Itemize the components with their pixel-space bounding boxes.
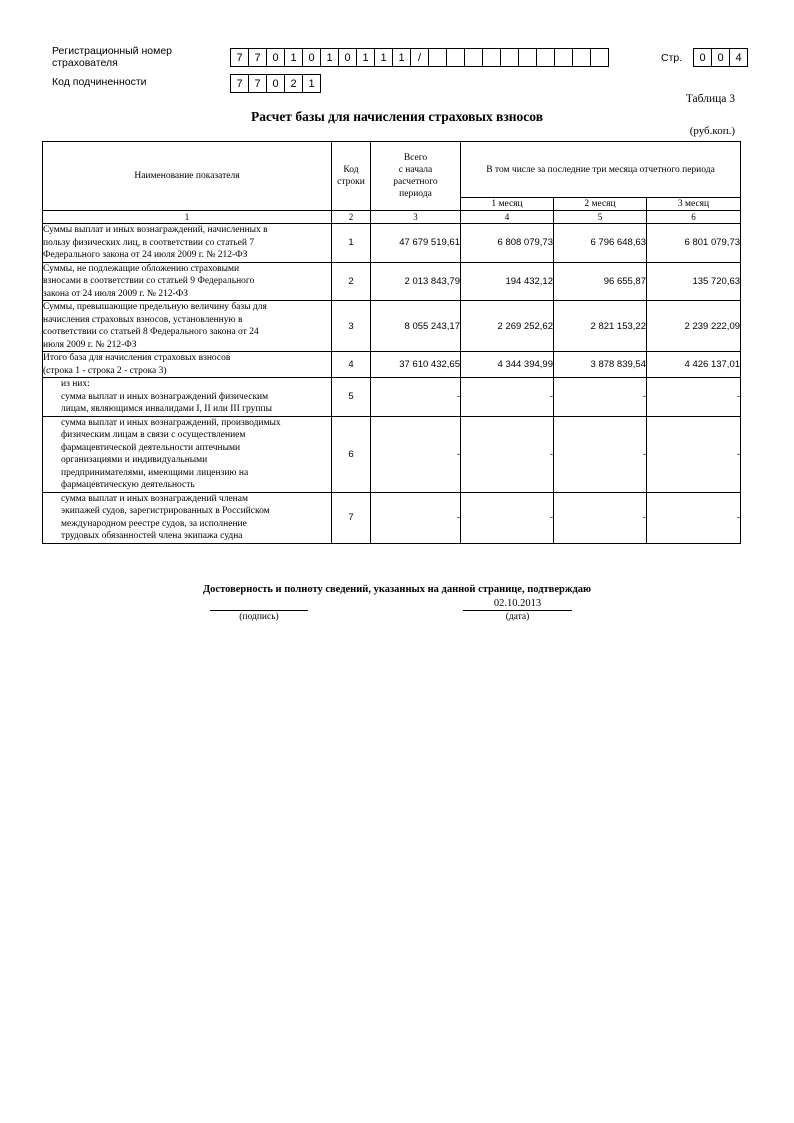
row-month-3: -: [647, 378, 741, 417]
row-month-1: 194 432,12: [461, 262, 554, 301]
column-header-month-3: 3 месяц: [647, 198, 741, 211]
row-month-3: -: [647, 492, 741, 543]
reg-number-cell: [554, 48, 573, 67]
table-row: [43, 224, 741, 263]
reg-number-cell: 1: [374, 48, 393, 67]
row-name-line: взносами в соответствии со статьей 9 Федерального: [43, 276, 255, 286]
subordination-code-cell: 7: [248, 74, 267, 93]
column-header-total-line3: расчетного: [393, 177, 438, 187]
row-name-line: организациями и индивидуальными: [61, 455, 208, 465]
reg-number-label-line2: страхователя: [52, 57, 118, 69]
reg-number-cell: 1: [392, 48, 411, 67]
page-number-cell: 0: [693, 48, 712, 67]
confirmation-statement: Достоверность и полноту сведений, указанных на данной странице, подтверждаю: [202, 584, 592, 595]
row-month-3: 2 239 222,09: [647, 301, 741, 352]
reg-number-cell: 0: [266, 48, 285, 67]
row-name: [43, 416, 332, 492]
reg-number-label: [52, 45, 172, 69]
row-name-line: Суммы, не подлежащие обложению страховыми: [43, 263, 240, 274]
reg-number-cell: 0: [302, 48, 321, 67]
row-month-2: 6 796 648,63: [554, 224, 647, 263]
reg-number-cell: [590, 48, 609, 67]
row-name-line: лицам, являющимся инвалидами I, II или III группы: [61, 404, 272, 414]
column-number-4: 4: [461, 211, 554, 224]
row-name: [43, 352, 332, 378]
row-code: 6: [332, 416, 371, 492]
row-name-line: начисления страховых взносов, установленную в: [43, 314, 243, 325]
column-header-total-line2: с начала: [398, 165, 433, 175]
row-month-2: 3 878 839,54: [554, 352, 647, 378]
row-name-line: пользу физических лиц, в соответствии со статьей 7: [43, 237, 255, 248]
subordination-code-cell: 1: [302, 74, 321, 93]
reg-number-cell: [536, 48, 555, 67]
row-name-line: международном реестре судов, за исполнение: [61, 518, 247, 529]
column-header-month-1: 1 месяц: [461, 198, 554, 211]
row-month-1: -: [461, 492, 554, 543]
reg-number-cell: 7: [248, 48, 267, 67]
table-row: [43, 301, 741, 352]
reg-number-cell: [572, 48, 591, 67]
reg-number-cell: 0: [338, 48, 357, 67]
row-code: 5: [332, 378, 371, 417]
base-calculation-table: [42, 141, 741, 544]
subordination-code-cells: [230, 74, 320, 93]
column-number-2: 2: [332, 211, 371, 224]
reg-number-cell: 7: [230, 48, 249, 67]
page-title: Расчет базы для начисления страховых взносов: [250, 109, 544, 124]
row-code: 4: [332, 352, 371, 378]
row-month-2: -: [554, 416, 647, 492]
row-total: 2 013 843,79: [371, 262, 461, 301]
row-month-2: -: [554, 492, 647, 543]
row-month-1: -: [461, 416, 554, 492]
row-name: [43, 492, 332, 543]
row-name-line: соответствии со статьей 8 Федерального закона от 24: [43, 327, 259, 337]
reg-number-cell: [500, 48, 519, 67]
row-code: 7: [332, 492, 371, 543]
column-header-total: [371, 142, 461, 211]
reg-number-cell: [428, 48, 447, 67]
signature-caption: (подпись): [239, 612, 279, 622]
row-name-line: фармацевтической деятельности аптечными: [61, 442, 241, 453]
row-month-1: 6 808 079,73: [461, 224, 554, 263]
column-header-total-line4: периода: [399, 189, 432, 199]
row-month-2: 96 655,87: [554, 262, 647, 301]
row-name-line: сумма выплат и иных вознаграждений, производимых: [61, 417, 281, 428]
row-total: 37 610 432,65: [371, 352, 461, 378]
row-month-2: -: [554, 378, 647, 417]
column-header-months-group: В том числе за последние три месяца отчетного периода: [461, 142, 741, 198]
row-month-3: 4 426 137,01: [647, 352, 741, 378]
row-total: -: [371, 378, 461, 417]
row-name-line: сумма выплат и иных вознаграждений членам: [61, 493, 248, 504]
row-name: [43, 378, 332, 417]
date-caption: (дата): [505, 612, 530, 622]
row-name: [43, 224, 332, 263]
reg-number-cell: 1: [284, 48, 303, 67]
reg-number-cells: [230, 48, 608, 67]
row-month-1: 2 269 252,62: [461, 301, 554, 352]
table-row: [43, 492, 741, 543]
row-code: 1: [332, 224, 371, 263]
row-name-line: Итого база для начисления страховых взносов: [43, 353, 231, 363]
column-number-5: 5: [554, 211, 647, 224]
reg-number-cell: [482, 48, 501, 67]
page-label: Стр.: [661, 52, 683, 64]
column-header-total-line1: Всего: [403, 153, 428, 163]
row-name-line: Федерального закона от 24 июля 2009 г. № 212-ФЗ: [43, 250, 248, 260]
row-month-1: 4 344 394,99: [461, 352, 554, 378]
row-total: 47 679 519,61: [371, 224, 461, 263]
column-header-code: [332, 142, 371, 211]
row-name-line: экипажей судов, зарегистрированных в Российском: [61, 506, 270, 516]
page-number-cells: [693, 48, 747, 67]
table-row: [43, 262, 741, 301]
reg-number-label-line1: Регистрационный номер: [52, 45, 172, 57]
column-header-code-line2: строки: [337, 177, 365, 187]
row-name-line: Суммы выплат и иных вознаграждений, начисленных в: [43, 225, 268, 235]
row-name-line: закона от 24 июля 2009 г. № 212-ФЗ: [43, 288, 189, 299]
column-header-month-2: 2 месяц: [554, 198, 647, 211]
row-month-3: -: [647, 416, 741, 492]
row-name-line: сумма выплат и иных вознаграждений физическим: [61, 391, 269, 402]
reg-number-cell: [446, 48, 465, 67]
table-row: [43, 416, 741, 492]
row-total: 8 055 243,17: [371, 301, 461, 352]
row-month-2: 2 821 153,22: [554, 301, 647, 352]
column-number-1: 1: [43, 211, 332, 224]
page-number-cell: 4: [729, 48, 748, 67]
subordination-code-cell: 2: [284, 74, 303, 93]
table-number-label: Таблица 3: [685, 93, 735, 105]
row-name-line: из них:: [61, 379, 90, 389]
subordination-code-cell: 0: [266, 74, 285, 93]
reg-number-cell: [464, 48, 483, 67]
row-month-3: 6 801 079,73: [647, 224, 741, 263]
row-name-line: (строка 1 - строка 2 - строка 3): [43, 365, 167, 376]
row-total: -: [371, 492, 461, 543]
row-name-line: предпринимателями, имеющими лицензию на: [61, 467, 249, 478]
row-name-line: физическим лицам в связи с осуществлением: [61, 430, 246, 440]
column-header-code-line1: Код: [343, 165, 359, 175]
reg-number-cell: [518, 48, 537, 67]
reg-number-cell: /: [410, 48, 429, 67]
date-line: [463, 610, 572, 611]
reg-number-cell: 1: [356, 48, 375, 67]
signature-line: [210, 610, 308, 611]
table-row: [43, 378, 741, 417]
subordination-code-cell: 7: [230, 74, 249, 93]
subordination-code-label: Код подчиненности: [52, 76, 147, 88]
table-row: [43, 352, 741, 378]
row-name-line: трудовых обязанностей члена экипажа судна: [61, 531, 243, 541]
row-code: 3: [332, 301, 371, 352]
row-name-line: фармацевтическую деятельность: [61, 480, 195, 490]
confirmation-date: 02.10.2013: [493, 598, 542, 609]
row-name: [43, 262, 332, 301]
column-header-name: Наименование показателя: [43, 142, 332, 211]
row-name-line: июля 2009 г. № 212-ФЗ: [43, 339, 137, 350]
column-number-6: 6: [647, 211, 741, 224]
column-number-3: 3: [371, 211, 461, 224]
row-name: [43, 301, 332, 352]
unit-label: (руб.коп.): [689, 125, 735, 137]
row-month-3: 135 720,63: [647, 262, 741, 301]
row-code: 2: [332, 262, 371, 301]
page-number-cell: 0: [711, 48, 730, 67]
row-total: -: [371, 416, 461, 492]
row-month-1: -: [461, 378, 554, 417]
reg-number-cell: 1: [320, 48, 339, 67]
row-name-line: Суммы, превышающие предельную величину базы для: [43, 302, 267, 312]
